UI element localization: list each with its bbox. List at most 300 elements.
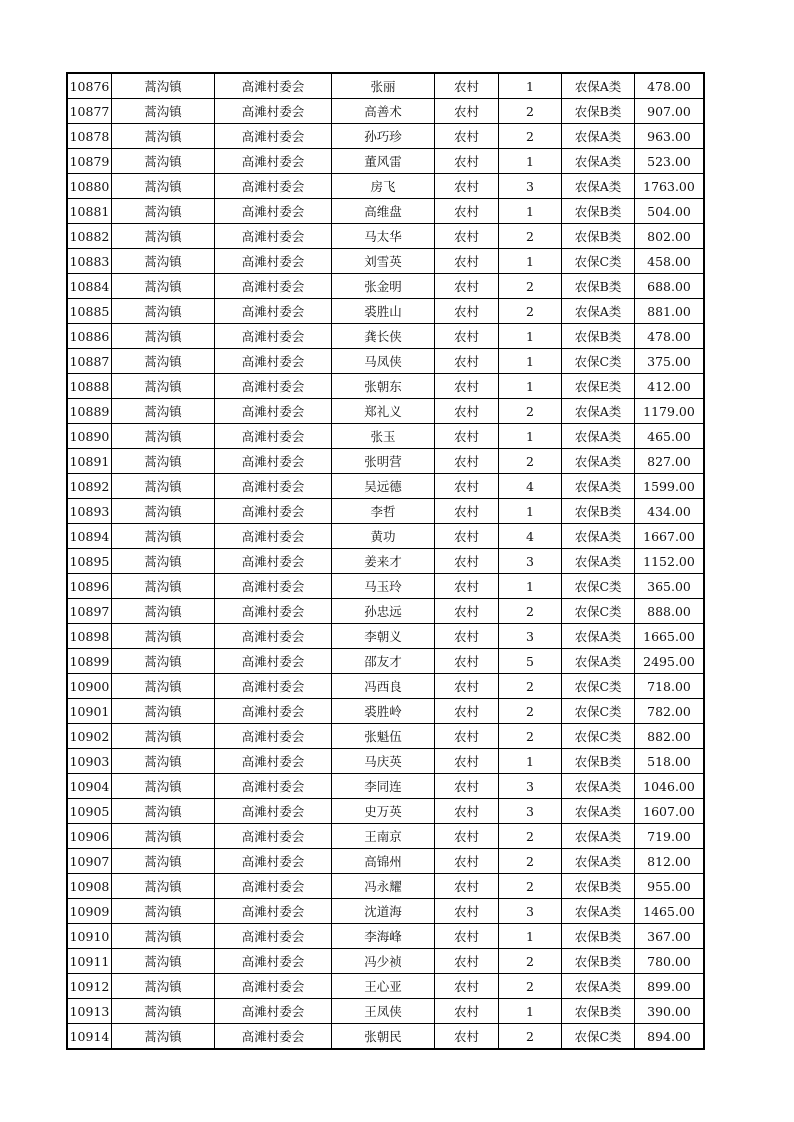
name-cell: 高锦州 xyxy=(332,849,435,874)
town-cell: 蒿沟镇 xyxy=(112,199,215,224)
amount-cell: 802.00 xyxy=(635,224,705,249)
name-cell: 郑礼义 xyxy=(332,399,435,424)
category-cell: 农保C类 xyxy=(562,574,635,599)
count-cell: 3 xyxy=(499,774,562,799)
town-cell: 蒿沟镇 xyxy=(112,599,215,624)
amount-cell: 1152.00 xyxy=(635,549,705,574)
village-cell: 高滩村委会 xyxy=(215,799,332,824)
town-cell: 蒿沟镇 xyxy=(112,974,215,999)
name-cell: 马太华 xyxy=(332,224,435,249)
area-type-cell: 农村 xyxy=(435,724,499,749)
category-cell: 农保A类 xyxy=(562,824,635,849)
town-cell: 蒿沟镇 xyxy=(112,149,215,174)
amount-cell: 504.00 xyxy=(635,199,705,224)
area-type-cell: 农村 xyxy=(435,324,499,349)
village-cell: 高滩村委会 xyxy=(215,849,332,874)
category-cell: 农保A类 xyxy=(562,899,635,924)
amount-cell: 963.00 xyxy=(635,124,705,149)
name-cell: 王南京 xyxy=(332,824,435,849)
town-cell: 蒿沟镇 xyxy=(112,624,215,649)
amount-cell: 827.00 xyxy=(635,449,705,474)
category-cell: 农保B类 xyxy=(562,749,635,774)
name-cell: 王心亚 xyxy=(332,974,435,999)
area-type-cell: 农村 xyxy=(435,899,499,924)
name-cell: 张丽 xyxy=(332,73,435,99)
count-cell: 1 xyxy=(499,574,562,599)
area-type-cell: 农村 xyxy=(435,999,499,1024)
amount-cell: 1763.00 xyxy=(635,174,705,199)
table-row xyxy=(67,999,704,1024)
category-cell: 农保A类 xyxy=(562,774,635,799)
town-cell: 蒿沟镇 xyxy=(112,949,215,974)
village-cell: 高滩村委会 xyxy=(215,649,332,674)
count-cell: 1 xyxy=(499,424,562,449)
count-cell: 1 xyxy=(499,924,562,949)
table-row xyxy=(67,774,704,799)
id-cell: 10907 xyxy=(67,849,112,874)
amount-cell: 1665.00 xyxy=(635,624,705,649)
area-type-cell: 农村 xyxy=(435,474,499,499)
amount-cell: 412.00 xyxy=(635,374,705,399)
table-row xyxy=(67,399,704,424)
name-cell: 孙巧珍 xyxy=(332,124,435,149)
count-cell: 2 xyxy=(499,674,562,699)
area-type-cell: 农村 xyxy=(435,149,499,174)
category-cell: 农保A类 xyxy=(562,399,635,424)
category-cell: 农保A类 xyxy=(562,524,635,549)
id-cell: 10894 xyxy=(67,524,112,549)
category-cell: 农保A类 xyxy=(562,849,635,874)
count-cell: 3 xyxy=(499,799,562,824)
village-cell: 高滩村委会 xyxy=(215,174,332,199)
area-type-cell: 农村 xyxy=(435,674,499,699)
amount-cell: 1607.00 xyxy=(635,799,705,824)
count-cell: 2 xyxy=(499,274,562,299)
area-type-cell: 农村 xyxy=(435,649,499,674)
area-type-cell: 农村 xyxy=(435,824,499,849)
name-cell: 吴远德 xyxy=(332,474,435,499)
table-row xyxy=(67,849,704,874)
area-type-cell: 农村 xyxy=(435,299,499,324)
amount-cell: 1599.00 xyxy=(635,474,705,499)
id-cell: 10905 xyxy=(67,799,112,824)
area-type-cell: 农村 xyxy=(435,124,499,149)
town-cell: 蒿沟镇 xyxy=(112,374,215,399)
table-row xyxy=(67,99,704,124)
area-type-cell: 农村 xyxy=(435,799,499,824)
name-cell: 张金明 xyxy=(332,274,435,299)
amount-cell: 888.00 xyxy=(635,599,705,624)
town-cell: 蒿沟镇 xyxy=(112,849,215,874)
id-cell: 10908 xyxy=(67,874,112,899)
town-cell: 蒿沟镇 xyxy=(112,73,215,99)
table-row xyxy=(67,674,704,699)
town-cell: 蒿沟镇 xyxy=(112,524,215,549)
count-cell: 3 xyxy=(499,899,562,924)
village-cell: 高滩村委会 xyxy=(215,974,332,999)
village-cell: 高滩村委会 xyxy=(215,749,332,774)
village-cell: 高滩村委会 xyxy=(215,349,332,374)
area-type-cell: 农村 xyxy=(435,924,499,949)
table-body xyxy=(67,73,704,1049)
name-cell: 高维盘 xyxy=(332,199,435,224)
count-cell: 2 xyxy=(499,299,562,324)
id-cell: 10913 xyxy=(67,999,112,1024)
area-type-cell: 农村 xyxy=(435,224,499,249)
area-type-cell: 农村 xyxy=(435,749,499,774)
count-cell: 3 xyxy=(499,174,562,199)
name-cell: 张玉 xyxy=(332,424,435,449)
amount-cell: 518.00 xyxy=(635,749,705,774)
village-cell: 高滩村委会 xyxy=(215,899,332,924)
town-cell: 蒿沟镇 xyxy=(112,999,215,1024)
amount-cell: 375.00 xyxy=(635,349,705,374)
name-cell: 沈道海 xyxy=(332,899,435,924)
count-cell: 1 xyxy=(499,999,562,1024)
category-cell: 农保A类 xyxy=(562,799,635,824)
area-type-cell: 农村 xyxy=(435,849,499,874)
count-cell: 2 xyxy=(499,449,562,474)
village-cell: 高滩村委会 xyxy=(215,299,332,324)
town-cell: 蒿沟镇 xyxy=(112,99,215,124)
count-cell: 4 xyxy=(499,524,562,549)
name-cell: 房飞 xyxy=(332,174,435,199)
name-cell: 裘胜岭 xyxy=(332,699,435,724)
table-row xyxy=(67,299,704,324)
area-type-cell: 农村 xyxy=(435,274,499,299)
area-type-cell: 农村 xyxy=(435,449,499,474)
amount-cell: 812.00 xyxy=(635,849,705,874)
amount-cell: 2495.00 xyxy=(635,649,705,674)
name-cell: 姜来才 xyxy=(332,549,435,574)
id-cell: 10897 xyxy=(67,599,112,624)
id-cell: 10895 xyxy=(67,549,112,574)
id-cell: 10910 xyxy=(67,924,112,949)
category-cell: 农保B类 xyxy=(562,949,635,974)
name-cell: 刘雪英 xyxy=(332,249,435,274)
table-row xyxy=(67,199,704,224)
town-cell: 蒿沟镇 xyxy=(112,899,215,924)
count-cell: 2 xyxy=(499,124,562,149)
name-cell: 王凤侠 xyxy=(332,999,435,1024)
amount-cell: 780.00 xyxy=(635,949,705,974)
id-cell: 10878 xyxy=(67,124,112,149)
category-cell: 农保A类 xyxy=(562,174,635,199)
name-cell: 张魁伍 xyxy=(332,724,435,749)
table-row xyxy=(67,249,704,274)
table-row xyxy=(67,924,704,949)
count-cell: 2 xyxy=(499,949,562,974)
id-cell: 10891 xyxy=(67,449,112,474)
area-type-cell: 农村 xyxy=(435,549,499,574)
amount-cell: 899.00 xyxy=(635,974,705,999)
count-cell: 2 xyxy=(499,224,562,249)
table-row xyxy=(67,73,704,99)
category-cell: 农保B类 xyxy=(562,324,635,349)
amount-cell: 367.00 xyxy=(635,924,705,949)
name-cell: 高善术 xyxy=(332,99,435,124)
town-cell: 蒿沟镇 xyxy=(112,574,215,599)
amount-cell: 390.00 xyxy=(635,999,705,1024)
town-cell: 蒿沟镇 xyxy=(112,249,215,274)
category-cell: 农保B类 xyxy=(562,199,635,224)
category-cell: 农保A类 xyxy=(562,474,635,499)
area-type-cell: 农村 xyxy=(435,424,499,449)
table-row xyxy=(67,724,704,749)
table-row xyxy=(67,149,704,174)
table-row xyxy=(67,824,704,849)
id-cell: 10884 xyxy=(67,274,112,299)
amount-cell: 894.00 xyxy=(635,1024,705,1050)
name-cell: 黄功 xyxy=(332,524,435,549)
count-cell: 3 xyxy=(499,549,562,574)
count-cell: 2 xyxy=(499,874,562,899)
village-cell: 高滩村委会 xyxy=(215,824,332,849)
id-cell: 10893 xyxy=(67,499,112,524)
name-cell: 马凤侠 xyxy=(332,349,435,374)
id-cell: 10900 xyxy=(67,674,112,699)
area-type-cell: 农村 xyxy=(435,99,499,124)
town-cell: 蒿沟镇 xyxy=(112,699,215,724)
table-row xyxy=(67,899,704,924)
village-cell: 高滩村委会 xyxy=(215,73,332,99)
amount-cell: 365.00 xyxy=(635,574,705,599)
area-type-cell: 农村 xyxy=(435,699,499,724)
table-row xyxy=(67,224,704,249)
table-row xyxy=(67,574,704,599)
name-cell: 孙忠远 xyxy=(332,599,435,624)
category-cell: 农保A类 xyxy=(562,549,635,574)
category-cell: 农保A类 xyxy=(562,299,635,324)
town-cell: 蒿沟镇 xyxy=(112,824,215,849)
town-cell: 蒿沟镇 xyxy=(112,299,215,324)
count-cell: 1 xyxy=(499,749,562,774)
category-cell: 农保A类 xyxy=(562,149,635,174)
category-cell: 农保C类 xyxy=(562,599,635,624)
town-cell: 蒿沟镇 xyxy=(112,674,215,699)
area-type-cell: 农村 xyxy=(435,524,499,549)
village-cell: 高滩村委会 xyxy=(215,699,332,724)
table-row xyxy=(67,599,704,624)
village-cell: 高滩村委会 xyxy=(215,274,332,299)
count-cell: 2 xyxy=(499,974,562,999)
id-cell: 10896 xyxy=(67,574,112,599)
id-cell: 10877 xyxy=(67,99,112,124)
amount-cell: 1046.00 xyxy=(635,774,705,799)
amount-cell: 458.00 xyxy=(635,249,705,274)
table-row xyxy=(67,449,704,474)
amount-cell: 478.00 xyxy=(635,324,705,349)
village-cell: 高滩村委会 xyxy=(215,149,332,174)
village-cell: 高滩村委会 xyxy=(215,124,332,149)
count-cell: 1 xyxy=(499,249,562,274)
id-cell: 10890 xyxy=(67,424,112,449)
category-cell: 农保C类 xyxy=(562,699,635,724)
count-cell: 2 xyxy=(499,599,562,624)
id-cell: 10902 xyxy=(67,724,112,749)
category-cell: 农保A类 xyxy=(562,624,635,649)
category-cell: 农保A类 xyxy=(562,73,635,99)
id-cell: 10882 xyxy=(67,224,112,249)
name-cell: 史万英 xyxy=(332,799,435,824)
town-cell: 蒿沟镇 xyxy=(112,649,215,674)
area-type-cell: 农村 xyxy=(435,249,499,274)
area-type-cell: 农村 xyxy=(435,599,499,624)
village-cell: 高滩村委会 xyxy=(215,399,332,424)
village-cell: 高滩村委会 xyxy=(215,949,332,974)
name-cell: 李海峰 xyxy=(332,924,435,949)
count-cell: 2 xyxy=(499,399,562,424)
id-cell: 10899 xyxy=(67,649,112,674)
id-cell: 10880 xyxy=(67,174,112,199)
village-cell: 高滩村委会 xyxy=(215,224,332,249)
area-type-cell: 农村 xyxy=(435,624,499,649)
amount-cell: 782.00 xyxy=(635,699,705,724)
table-row xyxy=(67,124,704,149)
id-cell: 10883 xyxy=(67,249,112,274)
area-type-cell: 农村 xyxy=(435,73,499,99)
id-cell: 10885 xyxy=(67,299,112,324)
category-cell: 农保A类 xyxy=(562,424,635,449)
category-cell: 农保B类 xyxy=(562,274,635,299)
table-row xyxy=(67,324,704,349)
town-cell: 蒿沟镇 xyxy=(112,924,215,949)
count-cell: 1 xyxy=(499,73,562,99)
amount-cell: 1179.00 xyxy=(635,399,705,424)
name-cell: 张明营 xyxy=(332,449,435,474)
amount-cell: 688.00 xyxy=(635,274,705,299)
id-cell: 10901 xyxy=(67,699,112,724)
town-cell: 蒿沟镇 xyxy=(112,774,215,799)
name-cell: 冯永耀 xyxy=(332,874,435,899)
category-cell: 农保B类 xyxy=(562,924,635,949)
area-type-cell: 农村 xyxy=(435,199,499,224)
village-cell: 高滩村委会 xyxy=(215,774,332,799)
amount-cell: 434.00 xyxy=(635,499,705,524)
village-cell: 高滩村委会 xyxy=(215,249,332,274)
town-cell: 蒿沟镇 xyxy=(112,174,215,199)
town-cell: 蒿沟镇 xyxy=(112,224,215,249)
name-cell: 冯西良 xyxy=(332,674,435,699)
area-type-cell: 农村 xyxy=(435,374,499,399)
village-cell: 高滩村委会 xyxy=(215,574,332,599)
amount-cell: 465.00 xyxy=(635,424,705,449)
amount-cell: 523.00 xyxy=(635,149,705,174)
area-type-cell: 农村 xyxy=(435,499,499,524)
town-cell: 蒿沟镇 xyxy=(112,274,215,299)
town-cell: 蒿沟镇 xyxy=(112,1024,215,1050)
name-cell: 李哲 xyxy=(332,499,435,524)
id-cell: 10886 xyxy=(67,324,112,349)
name-cell: 裘胜山 xyxy=(332,299,435,324)
amount-cell: 955.00 xyxy=(635,874,705,899)
category-cell: 农保B类 xyxy=(562,999,635,1024)
count-cell: 1 xyxy=(499,349,562,374)
amount-cell: 478.00 xyxy=(635,73,705,99)
category-cell: 农保A类 xyxy=(562,974,635,999)
id-cell: 10881 xyxy=(67,199,112,224)
table-row xyxy=(67,624,704,649)
area-type-cell: 农村 xyxy=(435,399,499,424)
name-cell: 邵友才 xyxy=(332,649,435,674)
category-cell: 农保E类 xyxy=(562,374,635,399)
table-row xyxy=(67,749,704,774)
area-type-cell: 农村 xyxy=(435,574,499,599)
table-row xyxy=(67,374,704,399)
id-cell: 10904 xyxy=(67,774,112,799)
area-type-cell: 农村 xyxy=(435,174,499,199)
amount-cell: 882.00 xyxy=(635,724,705,749)
village-cell: 高滩村委会 xyxy=(215,374,332,399)
id-cell: 10914 xyxy=(67,1024,112,1050)
id-cell: 10903 xyxy=(67,749,112,774)
village-cell: 高滩村委会 xyxy=(215,199,332,224)
area-type-cell: 农村 xyxy=(435,774,499,799)
count-cell: 5 xyxy=(499,649,562,674)
table-row xyxy=(67,699,704,724)
table-row xyxy=(67,949,704,974)
table-row xyxy=(67,649,704,674)
count-cell: 2 xyxy=(499,699,562,724)
town-cell: 蒿沟镇 xyxy=(112,449,215,474)
town-cell: 蒿沟镇 xyxy=(112,399,215,424)
town-cell: 蒿沟镇 xyxy=(112,499,215,524)
count-cell: 2 xyxy=(499,724,562,749)
id-cell: 10912 xyxy=(67,974,112,999)
category-cell: 农保A类 xyxy=(562,124,635,149)
table-row xyxy=(67,799,704,824)
town-cell: 蒿沟镇 xyxy=(112,724,215,749)
town-cell: 蒿沟镇 xyxy=(112,124,215,149)
id-cell: 10892 xyxy=(67,474,112,499)
name-cell: 李朝义 xyxy=(332,624,435,649)
count-cell: 2 xyxy=(499,849,562,874)
table-row xyxy=(67,424,704,449)
category-cell: 农保A类 xyxy=(562,649,635,674)
count-cell: 1 xyxy=(499,499,562,524)
town-cell: 蒿沟镇 xyxy=(112,799,215,824)
amount-cell: 1465.00 xyxy=(635,899,705,924)
town-cell: 蒿沟镇 xyxy=(112,349,215,374)
table-row xyxy=(67,524,704,549)
id-cell: 10898 xyxy=(67,624,112,649)
village-cell: 高滩村委会 xyxy=(215,874,332,899)
amount-cell: 881.00 xyxy=(635,299,705,324)
town-cell: 蒿沟镇 xyxy=(112,749,215,774)
count-cell: 3 xyxy=(499,624,562,649)
category-cell: 农保B类 xyxy=(562,99,635,124)
town-cell: 蒿沟镇 xyxy=(112,474,215,499)
count-cell: 2 xyxy=(499,99,562,124)
category-cell: 农保B类 xyxy=(562,499,635,524)
area-type-cell: 农村 xyxy=(435,974,499,999)
village-cell: 高滩村委会 xyxy=(215,324,332,349)
id-cell: 10889 xyxy=(67,399,112,424)
name-cell: 张朝民 xyxy=(332,1024,435,1050)
category-cell: 农保C类 xyxy=(562,674,635,699)
amount-cell: 907.00 xyxy=(635,99,705,124)
category-cell: 农保A类 xyxy=(562,449,635,474)
count-cell: 1 xyxy=(499,324,562,349)
village-cell: 高滩村委会 xyxy=(215,674,332,699)
count-cell: 1 xyxy=(499,149,562,174)
count-cell: 2 xyxy=(499,1024,562,1050)
village-cell: 高滩村委会 xyxy=(215,624,332,649)
id-cell: 10911 xyxy=(67,949,112,974)
name-cell: 马庆英 xyxy=(332,749,435,774)
table-row xyxy=(67,349,704,374)
village-cell: 高滩村委会 xyxy=(215,1024,332,1050)
